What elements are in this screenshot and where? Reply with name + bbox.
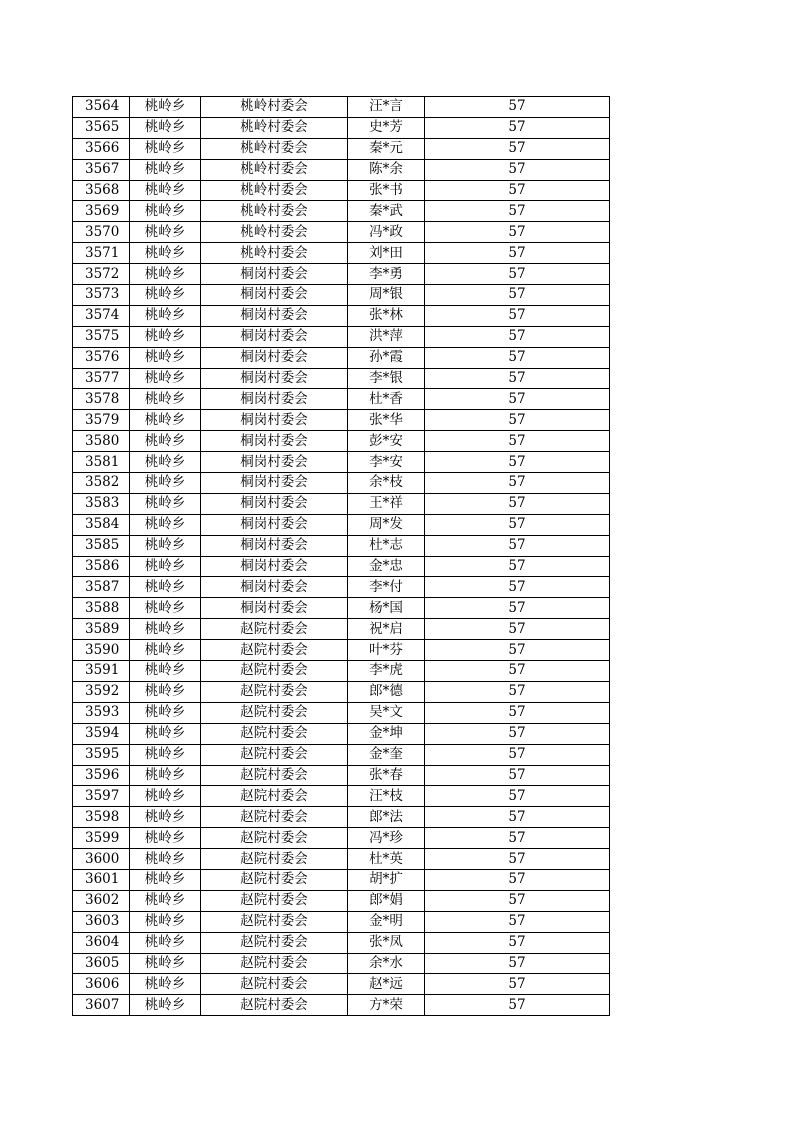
person-name-cell: 王*祥 [348, 493, 425, 514]
table-row [73, 932, 610, 953]
table-row [73, 995, 610, 1016]
township-cell: 桃岭乡 [130, 828, 201, 849]
village-committee-cell: 赵院村委会 [201, 807, 348, 828]
township-cell: 桃岭乡 [130, 765, 201, 786]
amount-cell: 57 [425, 389, 610, 410]
person-name-cell: 金*奎 [348, 744, 425, 765]
table-row [73, 389, 610, 410]
amount-cell: 57 [425, 869, 610, 890]
township-cell: 桃岭乡 [130, 347, 201, 368]
amount-cell: 57 [425, 681, 610, 702]
amount-cell: 57 [425, 556, 610, 577]
amount-cell: 57 [425, 598, 610, 619]
village-committee-cell: 桃岭村委会 [201, 180, 348, 201]
table-row [73, 598, 610, 619]
township-cell: 桃岭乡 [130, 243, 201, 264]
village-committee-cell: 桐岗村委会 [201, 264, 348, 285]
table-row [73, 786, 610, 807]
township-cell: 桃岭乡 [130, 744, 201, 765]
village-committee-cell: 桐岗村委会 [201, 389, 348, 410]
amount-cell: 57 [425, 159, 610, 180]
person-name-cell: 周*银 [348, 285, 425, 306]
amount-cell: 57 [425, 828, 610, 849]
amount-cell: 57 [425, 473, 610, 494]
row-number-cell: 3607 [73, 995, 130, 1016]
table-row [73, 807, 610, 828]
table-row [73, 974, 610, 995]
township-cell: 桃岭乡 [130, 577, 201, 598]
table-row [73, 285, 610, 306]
village-committee-cell: 赵院村委会 [201, 953, 348, 974]
row-number-cell: 3584 [73, 514, 130, 535]
table-row [73, 493, 610, 514]
amount-cell: 57 [425, 661, 610, 682]
person-name-cell: 李*勇 [348, 264, 425, 285]
amount-cell: 57 [425, 514, 610, 535]
township-cell: 桃岭乡 [130, 201, 201, 222]
village-committee-cell: 赵院村委会 [201, 702, 348, 723]
village-committee-cell: 赵院村委会 [201, 723, 348, 744]
amount-cell: 57 [425, 117, 610, 138]
table-row [73, 911, 610, 932]
table-row [73, 681, 610, 702]
person-name-cell: 周*发 [348, 514, 425, 535]
township-cell: 桃岭乡 [130, 598, 201, 619]
village-committee-cell: 桐岗村委会 [201, 577, 348, 598]
table-row [73, 117, 610, 138]
township-cell: 桃岭乡 [130, 932, 201, 953]
village-committee-cell: 桐岗村委会 [201, 556, 348, 577]
amount-cell: 57 [425, 138, 610, 159]
row-number-cell: 3593 [73, 702, 130, 723]
row-number-cell: 3606 [73, 974, 130, 995]
amount-cell: 57 [425, 744, 610, 765]
person-name-cell: 冯*珍 [348, 828, 425, 849]
row-number-cell: 3601 [73, 869, 130, 890]
amount-cell: 57 [425, 974, 610, 995]
table-row [73, 702, 610, 723]
row-number-cell: 3603 [73, 911, 130, 932]
table-row [73, 765, 610, 786]
amount-cell: 57 [425, 285, 610, 306]
row-number-cell: 3589 [73, 619, 130, 640]
row-number-cell: 3605 [73, 953, 130, 974]
amount-cell: 57 [425, 264, 610, 285]
row-number-cell: 3572 [73, 264, 130, 285]
row-number-cell: 3590 [73, 640, 130, 661]
township-cell: 桃岭乡 [130, 410, 201, 431]
township-cell: 桃岭乡 [130, 911, 201, 932]
amount-cell: 57 [425, 431, 610, 452]
amount-cell: 57 [425, 305, 610, 326]
village-committee-cell: 桐岗村委会 [201, 535, 348, 556]
table-row [73, 640, 610, 661]
village-committee-cell: 桐岗村委会 [201, 285, 348, 306]
township-cell: 桃岭乡 [130, 138, 201, 159]
amount-cell: 57 [425, 723, 610, 744]
village-committee-cell: 赵院村委会 [201, 932, 348, 953]
village-committee-cell: 桐岗村委会 [201, 305, 348, 326]
table-row [73, 869, 610, 890]
village-committee-cell: 桃岭村委会 [201, 138, 348, 159]
row-number-cell: 3585 [73, 535, 130, 556]
township-cell: 桃岭乡 [130, 452, 201, 473]
township-cell: 桃岭乡 [130, 264, 201, 285]
village-committee-cell: 桐岗村委会 [201, 347, 348, 368]
township-cell: 桃岭乡 [130, 535, 201, 556]
person-name-cell: 张*林 [348, 305, 425, 326]
amount-cell: 57 [425, 577, 610, 598]
table-row [73, 431, 610, 452]
row-number-cell: 3597 [73, 786, 130, 807]
table-row [73, 347, 610, 368]
row-number-cell: 3574 [73, 305, 130, 326]
person-name-cell: 祝*启 [348, 619, 425, 640]
row-number-cell: 3604 [73, 932, 130, 953]
person-name-cell: 胡*扩 [348, 869, 425, 890]
person-name-cell: 冯*政 [348, 222, 425, 243]
village-committee-cell: 赵院村委会 [201, 765, 348, 786]
person-name-cell: 张*春 [348, 765, 425, 786]
village-committee-cell: 桃岭村委会 [201, 97, 348, 118]
person-name-cell: 洪*萍 [348, 326, 425, 347]
village-committee-cell: 赵院村委会 [201, 828, 348, 849]
amount-cell: 57 [425, 97, 610, 118]
row-number-cell: 3570 [73, 222, 130, 243]
amount-cell: 57 [425, 953, 610, 974]
roster-table-body [73, 97, 610, 1016]
village-committee-cell: 桃岭村委会 [201, 117, 348, 138]
row-number-cell: 3577 [73, 368, 130, 389]
township-cell: 桃岭乡 [130, 619, 201, 640]
township-cell: 桃岭乡 [130, 431, 201, 452]
township-cell: 桃岭乡 [130, 97, 201, 118]
person-name-cell: 吴*文 [348, 702, 425, 723]
person-name-cell: 郎*娟 [348, 890, 425, 911]
amount-cell: 57 [425, 201, 610, 222]
row-number-cell: 3579 [73, 410, 130, 431]
township-cell: 桃岭乡 [130, 180, 201, 201]
township-cell: 桃岭乡 [130, 681, 201, 702]
row-number-cell: 3580 [73, 431, 130, 452]
township-cell: 桃岭乡 [130, 807, 201, 828]
village-committee-cell: 桐岗村委会 [201, 452, 348, 473]
village-committee-cell: 赵院村委会 [201, 869, 348, 890]
amount-cell: 57 [425, 890, 610, 911]
row-number-cell: 3573 [73, 285, 130, 306]
table-row [73, 97, 610, 118]
row-number-cell: 3575 [73, 326, 130, 347]
village-committee-cell: 赵院村委会 [201, 640, 348, 661]
row-number-cell: 3596 [73, 765, 130, 786]
amount-cell: 57 [425, 702, 610, 723]
village-committee-cell: 桃岭村委会 [201, 159, 348, 180]
township-cell: 桃岭乡 [130, 974, 201, 995]
township-cell: 桃岭乡 [130, 786, 201, 807]
person-name-cell: 杜*香 [348, 389, 425, 410]
amount-cell: 57 [425, 222, 610, 243]
village-committee-cell: 桐岗村委会 [201, 473, 348, 494]
village-committee-cell: 桐岗村委会 [201, 431, 348, 452]
township-cell: 桃岭乡 [130, 473, 201, 494]
person-name-cell: 郎*德 [348, 681, 425, 702]
table-row [73, 473, 610, 494]
village-committee-cell: 赵院村委会 [201, 744, 348, 765]
row-number-cell: 3571 [73, 243, 130, 264]
table-row [73, 849, 610, 870]
row-number-cell: 3583 [73, 493, 130, 514]
table-row [73, 556, 610, 577]
township-cell: 桃岭乡 [130, 995, 201, 1016]
row-number-cell: 3591 [73, 661, 130, 682]
person-name-cell: 彭*安 [348, 431, 425, 452]
village-committee-cell: 赵院村委会 [201, 661, 348, 682]
row-number-cell: 3594 [73, 723, 130, 744]
table-row [73, 953, 610, 974]
township-cell: 桃岭乡 [130, 723, 201, 744]
township-cell: 桃岭乡 [130, 849, 201, 870]
row-number-cell: 3582 [73, 473, 130, 494]
village-committee-cell: 赵院村委会 [201, 995, 348, 1016]
row-number-cell: 3592 [73, 681, 130, 702]
village-committee-cell: 桃岭村委会 [201, 243, 348, 264]
person-name-cell: 杜*英 [348, 849, 425, 870]
person-name-cell: 赵*远 [348, 974, 425, 995]
person-name-cell: 秦*武 [348, 201, 425, 222]
person-name-cell: 李*付 [348, 577, 425, 598]
row-number-cell: 3581 [73, 452, 130, 473]
person-name-cell: 张*凤 [348, 932, 425, 953]
village-committee-cell: 桐岗村委会 [201, 326, 348, 347]
village-committee-cell: 赵院村委会 [201, 974, 348, 995]
amount-cell: 57 [425, 243, 610, 264]
person-name-cell: 李*银 [348, 368, 425, 389]
person-name-cell: 余*水 [348, 953, 425, 974]
amount-cell: 57 [425, 849, 610, 870]
township-cell: 桃岭乡 [130, 389, 201, 410]
township-cell: 桃岭乡 [130, 117, 201, 138]
township-cell: 桃岭乡 [130, 514, 201, 535]
row-number-cell: 3569 [73, 201, 130, 222]
row-number-cell: 3568 [73, 180, 130, 201]
row-number-cell: 3576 [73, 347, 130, 368]
table-row [73, 723, 610, 744]
table-row [73, 138, 610, 159]
township-cell: 桃岭乡 [130, 953, 201, 974]
table-row [73, 452, 610, 473]
table-row [73, 368, 610, 389]
row-number-cell: 3587 [73, 577, 130, 598]
amount-cell: 57 [425, 493, 610, 514]
person-name-cell: 金*忠 [348, 556, 425, 577]
person-name-cell: 杜*志 [348, 535, 425, 556]
row-number-cell: 3578 [73, 389, 130, 410]
row-number-cell: 3602 [73, 890, 130, 911]
amount-cell: 57 [425, 347, 610, 368]
table-row [73, 828, 610, 849]
table-row [73, 514, 610, 535]
amount-cell: 57 [425, 640, 610, 661]
person-name-cell: 史*芳 [348, 117, 425, 138]
table-row [73, 180, 610, 201]
amount-cell: 57 [425, 619, 610, 640]
amount-cell: 57 [425, 452, 610, 473]
roster-table [72, 96, 610, 1016]
table-row [73, 535, 610, 556]
person-name-cell: 汪*言 [348, 97, 425, 118]
village-committee-cell: 赵院村委会 [201, 911, 348, 932]
township-cell: 桃岭乡 [130, 702, 201, 723]
village-committee-cell: 桃岭村委会 [201, 222, 348, 243]
township-cell: 桃岭乡 [130, 556, 201, 577]
township-cell: 桃岭乡 [130, 326, 201, 347]
table-row [73, 305, 610, 326]
row-number-cell: 3599 [73, 828, 130, 849]
township-cell: 桃岭乡 [130, 869, 201, 890]
person-name-cell: 余*枝 [348, 473, 425, 494]
village-committee-cell: 桐岗村委会 [201, 410, 348, 431]
table-row [73, 222, 610, 243]
township-cell: 桃岭乡 [130, 368, 201, 389]
row-number-cell: 3564 [73, 97, 130, 118]
amount-cell: 57 [425, 368, 610, 389]
person-name-cell: 汪*枝 [348, 786, 425, 807]
person-name-cell: 陈*余 [348, 159, 425, 180]
amount-cell: 57 [425, 326, 610, 347]
table-row [73, 619, 610, 640]
person-name-cell: 张*书 [348, 180, 425, 201]
amount-cell: 57 [425, 410, 610, 431]
amount-cell: 57 [425, 995, 610, 1016]
village-committee-cell: 桐岗村委会 [201, 598, 348, 619]
township-cell: 桃岭乡 [130, 285, 201, 306]
table-row [73, 326, 610, 347]
amount-cell: 57 [425, 765, 610, 786]
person-name-cell: 金*坤 [348, 723, 425, 744]
village-committee-cell: 赵院村委会 [201, 681, 348, 702]
township-cell: 桃岭乡 [130, 222, 201, 243]
village-committee-cell: 桐岗村委会 [201, 514, 348, 535]
table-row [73, 744, 610, 765]
amount-cell: 57 [425, 932, 610, 953]
table-row [73, 243, 610, 264]
table-row [73, 410, 610, 431]
township-cell: 桃岭乡 [130, 640, 201, 661]
village-committee-cell: 桐岗村委会 [201, 368, 348, 389]
row-number-cell: 3565 [73, 117, 130, 138]
table-row [73, 890, 610, 911]
amount-cell: 57 [425, 535, 610, 556]
township-cell: 桃岭乡 [130, 159, 201, 180]
person-name-cell: 李*虎 [348, 661, 425, 682]
row-number-cell: 3567 [73, 159, 130, 180]
row-number-cell: 3586 [73, 556, 130, 577]
person-name-cell: 张*华 [348, 410, 425, 431]
row-number-cell: 3595 [73, 744, 130, 765]
row-number-cell: 3598 [73, 807, 130, 828]
village-committee-cell: 赵院村委会 [201, 619, 348, 640]
row-number-cell: 3588 [73, 598, 130, 619]
table-row [73, 264, 610, 285]
village-committee-cell: 桃岭村委会 [201, 201, 348, 222]
amount-cell: 57 [425, 180, 610, 201]
village-committee-cell: 赵院村委会 [201, 890, 348, 911]
person-name-cell: 金*明 [348, 911, 425, 932]
table-row [73, 201, 610, 222]
person-name-cell: 叶*芬 [348, 640, 425, 661]
township-cell: 桃岭乡 [130, 493, 201, 514]
village-committee-cell: 桐岗村委会 [201, 493, 348, 514]
village-committee-cell: 赵院村委会 [201, 849, 348, 870]
person-name-cell: 孙*霞 [348, 347, 425, 368]
person-name-cell: 刘*田 [348, 243, 425, 264]
table-row [73, 159, 610, 180]
amount-cell: 57 [425, 911, 610, 932]
amount-cell: 57 [425, 786, 610, 807]
township-cell: 桃岭乡 [130, 890, 201, 911]
village-committee-cell: 赵院村委会 [201, 786, 348, 807]
amount-cell: 57 [425, 807, 610, 828]
township-cell: 桃岭乡 [130, 305, 201, 326]
table-row [73, 661, 610, 682]
person-name-cell: 方*荣 [348, 995, 425, 1016]
table-row [73, 577, 610, 598]
row-number-cell: 3566 [73, 138, 130, 159]
person-name-cell: 郎*法 [348, 807, 425, 828]
township-cell: 桃岭乡 [130, 661, 201, 682]
person-name-cell: 杨*国 [348, 598, 425, 619]
person-name-cell: 秦*元 [348, 138, 425, 159]
person-name-cell: 李*安 [348, 452, 425, 473]
row-number-cell: 3600 [73, 849, 130, 870]
